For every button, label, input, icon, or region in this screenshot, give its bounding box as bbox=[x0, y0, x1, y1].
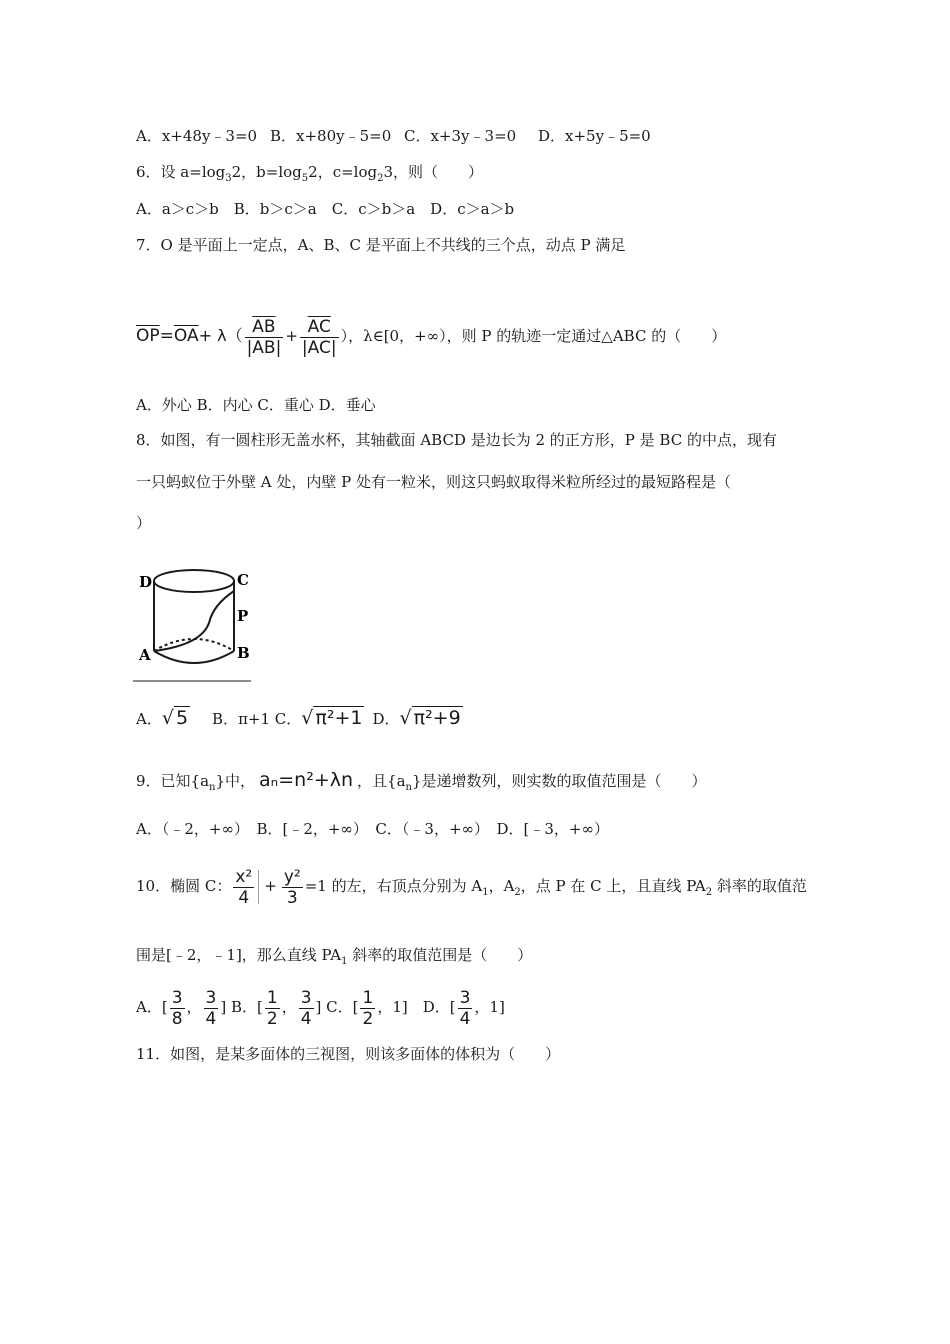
q10-stem: 10．椭圆 C： $\frac{\text{x²}}{4}$ + $\frac{\text{y²}}{3}$ =1 的左，右顶点分别为 $A_1$，$A_2$，点 P 在 C 上，且直线 $PA_2$ 斜率的取值范 bbox=[136, 866, 807, 908]
fig-label-p: P bbox=[237, 607, 249, 625]
q7-formula-line: $\overline{OP}=\overline{OA}+ \lambda$（ $\frac{\overline{AB}}{|AB|}$ + $\frac{\overline{AC}}{|AC|}$ ），λ∈[0，+∞），则 P 的轨迹一定通过△ABC 的（ ） bbox=[136, 316, 727, 358]
q5-option-b: B．x+80y﹣5=0 bbox=[270, 127, 392, 145]
sqrt-5: √ 5 bbox=[161, 707, 189, 729]
q9-formula: aₙ=n²+λn bbox=[259, 769, 354, 791]
q10-fraction-y2-3: $\frac{\text{y²}}{3}$ bbox=[283, 866, 301, 908]
q11-stem: 11．如图，是某多面体的三视图，则该多面体的体积为（ ） bbox=[136, 1045, 561, 1063]
fig-label-d: D bbox=[139, 573, 153, 591]
q6-options: A．a＞c＞b B．b＞c＞a C．c＞b＞a D．c＞a＞b bbox=[136, 200, 515, 218]
q7-fraction-ac: $\frac{\overline{AC}}{|AC|}$ bbox=[301, 316, 337, 358]
cylinder-figure bbox=[133, 563, 258, 683]
q10-fraction-x2-4: $\frac{\text{x²}}{4}$ bbox=[235, 866, 253, 908]
q5-option-a: A．x+48y﹣3=0 bbox=[136, 127, 258, 145]
q5-option-d: D．x+5y﹣5=0 bbox=[538, 127, 651, 145]
q7-options: A．外心 B．内心 C．重心 D．垂心 bbox=[136, 396, 376, 414]
sqrt-pi2-plus-1: √ π²+1 bbox=[301, 707, 363, 729]
q7-fraction-ab: $\frac{\overline{AB}}{|AB|}$ bbox=[246, 316, 282, 358]
q9-options: A．（﹣2，+∞） B．[﹣2，+∞） C．（﹣3，+∞） D．[﹣3，+∞） bbox=[136, 820, 609, 838]
q8-line1: 8．如图，有一圆柱形无盖水杯，其轴截面 ABCD 是边长为 2 的正方形，P 是 BC 的中点，现有 bbox=[136, 431, 777, 449]
q5-option-c: C．x+3y﹣3=0 bbox=[404, 127, 517, 145]
q5-options bbox=[136, 126, 651, 146]
q8-line3: ） bbox=[136, 514, 152, 532]
q7-stem: 7．O 是平面上一定点，A、B、C 是平面上不共线的三个点，动点 P 满足 bbox=[136, 236, 626, 254]
q6-stem: 6．设 $a=\log_32$，$b=\log_52$，$c=\log_23$，则（ ） bbox=[136, 163, 484, 184]
q10-options: A．[ $\frac{3}{8}$ ， $\frac{3}{4}$ ] B．[ $\frac{1}{2}$ ， $\frac{3}{4}$ ] C．[ $\frac{1}{2}$ ，1] D．[ $\frac{3}{4}$ ，1] bbox=[136, 987, 505, 1029]
q7-vec-op: $\overline{OP}$ bbox=[136, 326, 160, 346]
sqrt-pi2-plus-9: √ π²+9 bbox=[399, 707, 461, 729]
q10-line2: 围是[﹣2，﹣1]，那么直线 $PA_1$ 斜率的取值范围是（ ） bbox=[136, 946, 533, 967]
q8-line2: 一只蚂蚁位于外壁 A 处，内壁 P 处有一粒米，则这只蚂蚁取得米粒所经过的最短路程是（ bbox=[136, 473, 732, 491]
q8-options: A．√ 5 B．π+1 C．√ π²+1 D．√ π²+9 bbox=[136, 707, 461, 729]
q7-vec-oa: $\overline{OA}$ bbox=[173, 326, 199, 346]
fig-label-a: A bbox=[139, 646, 151, 664]
q9-stem: 9．已知$\{a_n\}$中， aₙ=n²+λn ，且$\{a_n\}$是递增数列，则实数的取值范围是（ ） bbox=[136, 769, 707, 793]
fig-label-c: C bbox=[237, 571, 249, 589]
fig-label-b: B bbox=[237, 644, 250, 662]
